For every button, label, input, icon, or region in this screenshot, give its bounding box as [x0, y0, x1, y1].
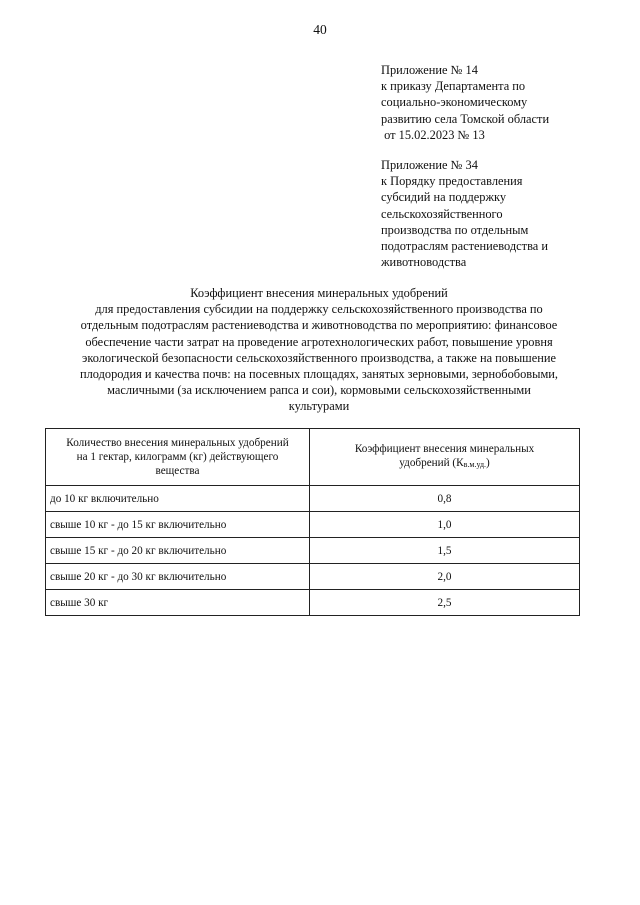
row-range: свыше 30 кг	[46, 590, 310, 616]
table-row	[46, 590, 580, 616]
appendix-14-line: социально-экономическому	[381, 95, 528, 110]
title-line: для предоставления субсидии на поддержку сельскохозяйственного производства по	[95, 302, 543, 317]
appendix-34-line: к Порядку предоставления	[381, 174, 523, 189]
title-line: культурами	[288, 399, 350, 414]
header-coefficient-subscript: в.м.уд.	[463, 460, 487, 469]
header-coefficient-line: Коэффициент внесения минеральных	[354, 443, 535, 455]
coefficient-table	[45, 428, 580, 616]
title-line: обеспечение части затрат на проведение агротехнологических работ, повышение уровня	[85, 334, 553, 349]
appendix-34-line: сельскохозяйственного	[381, 206, 503, 221]
row-coefficient: 1,5	[310, 538, 580, 564]
header-coefficient-prefix: удобрений (К	[399, 457, 464, 469]
appendix-34-block	[381, 157, 631, 270]
appendix-14-line: Приложение № 14	[381, 63, 478, 77]
header-coefficient	[310, 429, 580, 486]
appendix-14-line: развитию села Томской области	[381, 111, 550, 126]
appendix-14-line: от 15.02.2023 № 13	[381, 127, 485, 142]
header-quantity-line: вещества	[155, 465, 200, 477]
title-line: Коэффициент внесения минеральных удобрений	[190, 286, 448, 300]
appendix-34-line: производства по отдельным	[381, 222, 529, 237]
page-number: 40	[313, 22, 327, 37]
table-header-row	[46, 429, 580, 486]
table-row	[46, 564, 580, 590]
appendix-14-line: к приказу Департамента по	[381, 79, 526, 94]
header-quantity-line: Количество внесения минеральных удобрений	[66, 437, 289, 449]
appendix-14-block	[381, 62, 631, 143]
title-line: экологической безопасности сельскохозяйственного производства, а также на повышение	[82, 350, 556, 365]
header-quantity	[46, 429, 310, 486]
appendix-34-line: животноводства	[381, 255, 467, 270]
title-line: масличными (за исключением рапса и сои), кормовыми сельскохозяйственными	[107, 383, 531, 398]
row-range: свыше 10 кг - до 15 кг включительно	[46, 512, 310, 538]
title-line: плодородия и качества почв: на посевных площадях, занятых зерновыми, зернобобовыми,	[79, 367, 559, 382]
document-title	[46, 285, 592, 415]
table-row	[46, 486, 580, 512]
header-coefficient-suffix: )	[486, 457, 490, 469]
row-range: свыше 20 кг - до 30 кг включительно	[46, 564, 310, 590]
row-coefficient: 2,5	[310, 590, 580, 616]
row-coefficient: 2,0	[310, 564, 580, 590]
appendix-34-line: подотраслям растениеводства и	[381, 239, 548, 254]
row-range: свыше 15 кг - до 20 кг включительно	[46, 538, 310, 564]
row-range: до 10 кг включительно	[46, 486, 310, 512]
title-line: отдельным подотраслям растениеводства и животноводства по мероприятию: финансовое	[80, 318, 558, 333]
table-row	[46, 512, 580, 538]
header-quantity-line: на 1 гектар, килограмм (кг) действующего	[76, 451, 279, 463]
appendix-34-line: Приложение № 34	[381, 158, 478, 172]
row-coefficient: 0,8	[310, 486, 580, 512]
appendix-34-line: субсидий на поддержку	[381, 190, 507, 205]
row-coefficient: 1,0	[310, 512, 580, 538]
table-row	[46, 538, 580, 564]
